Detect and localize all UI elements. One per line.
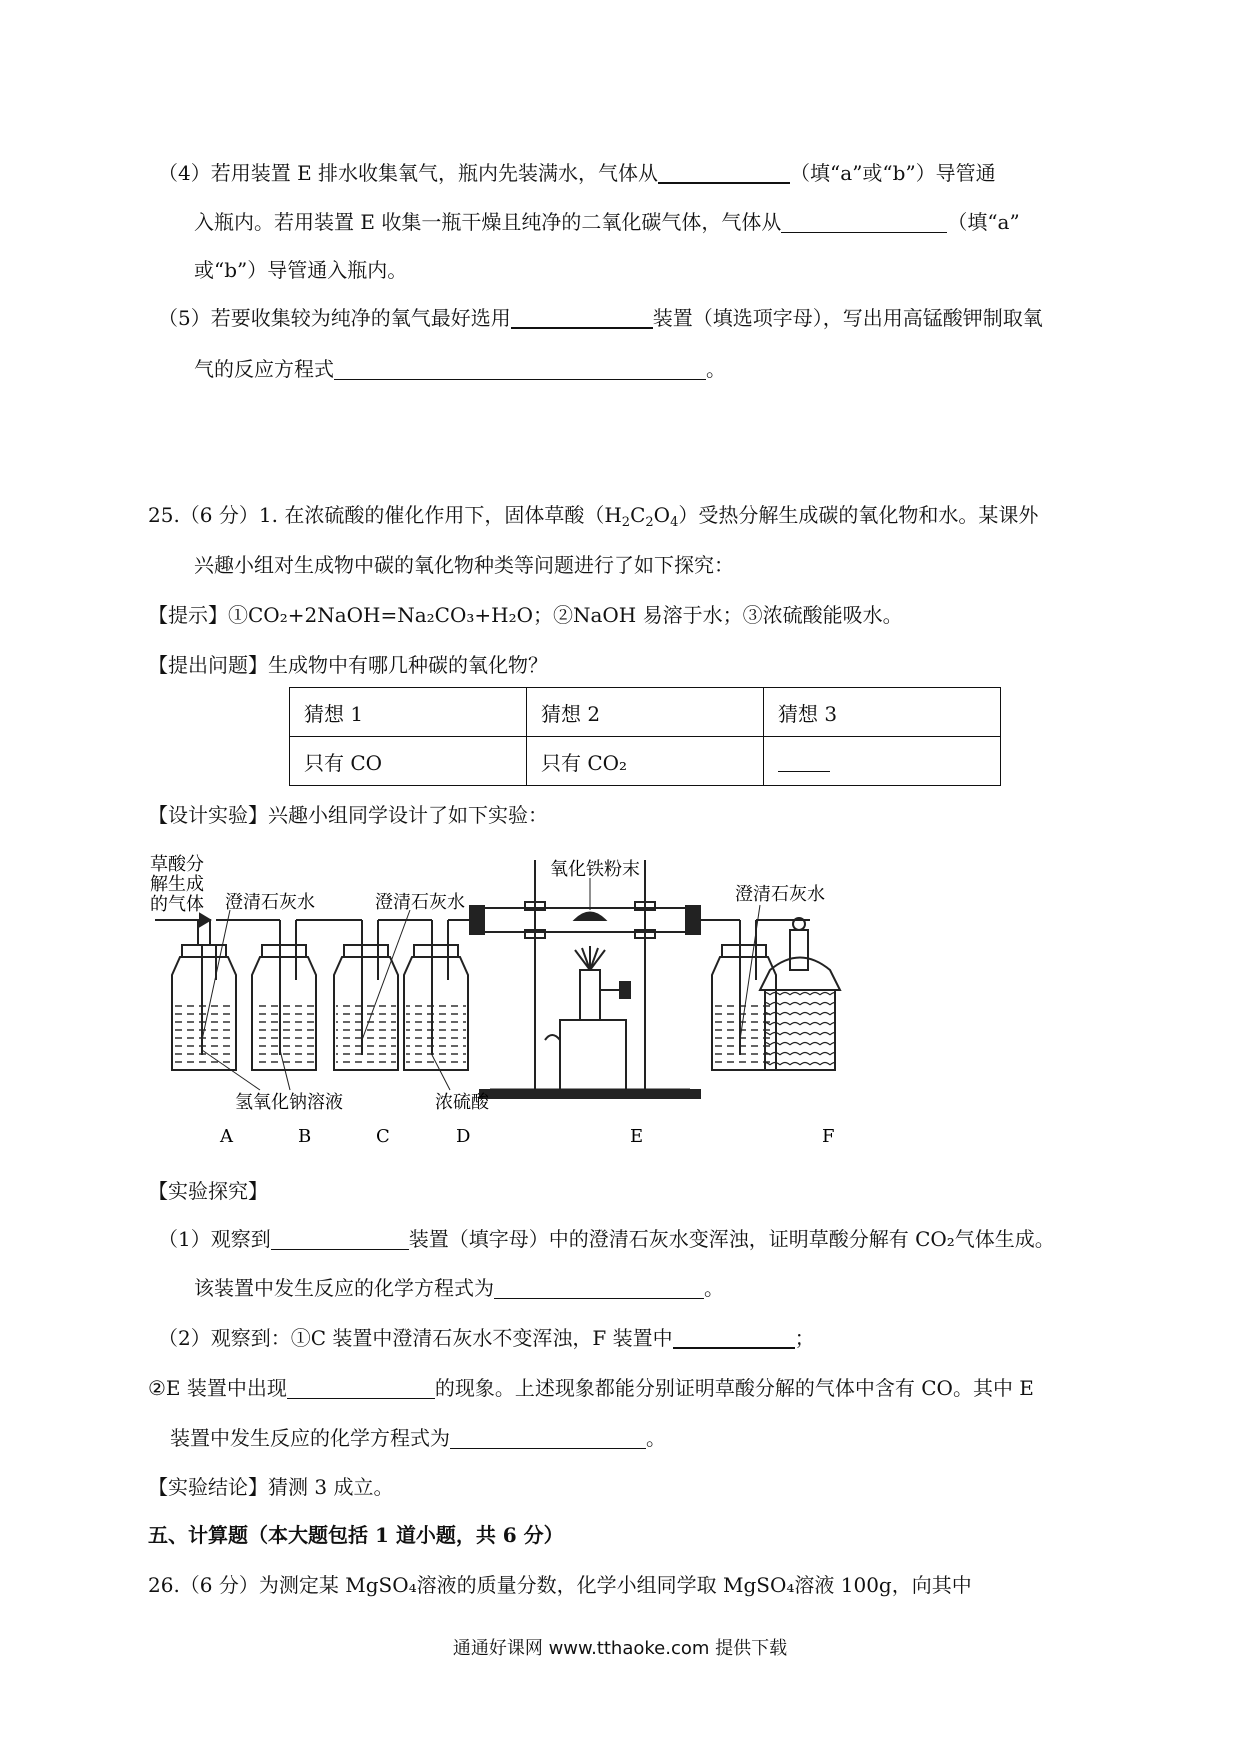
q25-intro-line2: 兴趣小组对生成物中碳的氧化物种类等问题进行了如下探究： (194, 553, 734, 577)
answer-blank[interactable] (287, 1376, 435, 1399)
bottle-a (172, 920, 236, 1070)
device-e (470, 860, 700, 1098)
q25-e1-line2: 该装置中发生反应的化学方程式为 。 (194, 1276, 724, 1300)
answer-blank[interactable] (271, 1227, 409, 1250)
answer-blank[interactable] (673, 1325, 795, 1349)
q24-p4-line1: （4）若用装置 E 排水收集氧气，瓶内先装满水，气体从 （填“a”或“b”）导管通 (158, 161, 996, 185)
naoh-label: 氢氧化钠溶液 (235, 1092, 343, 1113)
answer-blank[interactable] (450, 1426, 646, 1449)
table-cell: 猜想 1 (290, 688, 527, 737)
q24-p4-line3: 或“b”）导管通入瓶内。 (194, 258, 408, 282)
q26-text: 26.（6 分）为测定某 MgSO₄溶液的质量分数，化学小组同学取 MgSO₄溶液 100g，向其中 (148, 1573, 972, 1597)
q25-conclusion: 【实验结论】猜测 3 成立。 (148, 1475, 394, 1499)
limewater-label-2: 澄清石灰水 (375, 892, 465, 913)
h2so4-label: 浓硫酸 (435, 1092, 489, 1113)
section5-heading: 五、计算题（本大题包括 1 道小题，共 6 分） (148, 1523, 564, 1547)
table-row (290, 688, 1001, 737)
gas-label-3: 的气体 (150, 894, 204, 915)
alcohol-lamp-icon (760, 918, 840, 1070)
table-cell: 猜想 2 (527, 688, 764, 737)
table-row (290, 737, 1001, 786)
q25-design: 【设计实验】兴趣小组同学设计了如下实验： (148, 803, 548, 827)
q25-intro-line1: 25.（6 分）1. 在浓硫酸的催化作用下，固体草酸$(H_2C_2O_4)$受热分解生成碳的氧化物和水。某课外 (148, 503, 1039, 530)
q25-e2-line2: ②E 装置中出现 的现象。上述现象都能分别证明草酸分解的气体中含有 CO。其中 E (148, 1376, 1034, 1400)
bottle-b (252, 945, 316, 1070)
iron-oxide-label: 氧化铁粉末 (550, 859, 640, 880)
answer-blank[interactable] (494, 1276, 704, 1299)
q25-question: 【提出问题】生成物中有哪几种碳的氧化物？ (148, 653, 548, 677)
bottle-d (404, 945, 468, 1070)
limewater-label-1: 澄清石灰水 (225, 892, 315, 913)
letter-b: B (298, 1126, 312, 1147)
bottle-c (334, 945, 398, 1070)
q24-p5-line2: 气的反应方程式 。 (194, 357, 726, 381)
q25-hint: 【提示】①CO₂+2NaOH=Na₂CO₃+H₂O；②NaOH 易溶于水；③浓硫酸能吸水。 (148, 603, 903, 627)
gas-label-2: 解生成 (150, 874, 204, 895)
table-cell (764, 737, 1001, 786)
letter-f: F (822, 1126, 835, 1147)
hypothesis-table (289, 687, 1001, 786)
gas-label-1: 草酸分 (150, 854, 204, 875)
table-cell: 只有 CO (290, 737, 527, 786)
letter-e: E (630, 1126, 644, 1147)
q24-p5-line1: （5）若要收集较为纯净的氧气最好选用 装置（填选项字母），写出用高锰酸钾制取氧 (158, 306, 1043, 330)
q25-e2-line3: 装置中发生反应的化学方程式为 。 (170, 1426, 666, 1450)
answer-blank[interactable] (781, 210, 947, 233)
answer-blank[interactable] (334, 357, 706, 380)
apparatus-diagram (150, 850, 970, 1150)
answer-blank[interactable] (511, 305, 653, 329)
q25-e1-line1: （1）观察到 装置（填字母）中的澄清石灰水变浑浊，证明草酸分解有 CO₂气体生成。 (158, 1227, 1055, 1251)
page-footer: 通通好课网 www.tthaoke.com 提供下载 (452, 1638, 788, 1659)
table-cell: 猜想 3 (764, 688, 1001, 737)
table-cell: 只有 CO₂ (527, 737, 764, 786)
q25-explore: 【实验探究】 (148, 1179, 268, 1203)
q24-p4-line2: 入瓶内。若用装置 E 收集一瓶干燥且纯净的二氧化碳气体，气体从 （填“a” (194, 210, 1020, 234)
q25-e2-line1: （2）观察到：①C 装置中澄清石灰水不变浑浊，F 装置中 ； (158, 1326, 815, 1350)
limewater-label-3: 澄清石灰水 (735, 884, 825, 905)
letter-d: D (456, 1126, 471, 1147)
letter-c: C (376, 1126, 390, 1147)
letter-a: A (220, 1126, 233, 1147)
answer-blank[interactable] (658, 160, 790, 184)
answer-blank[interactable] (778, 749, 830, 772)
